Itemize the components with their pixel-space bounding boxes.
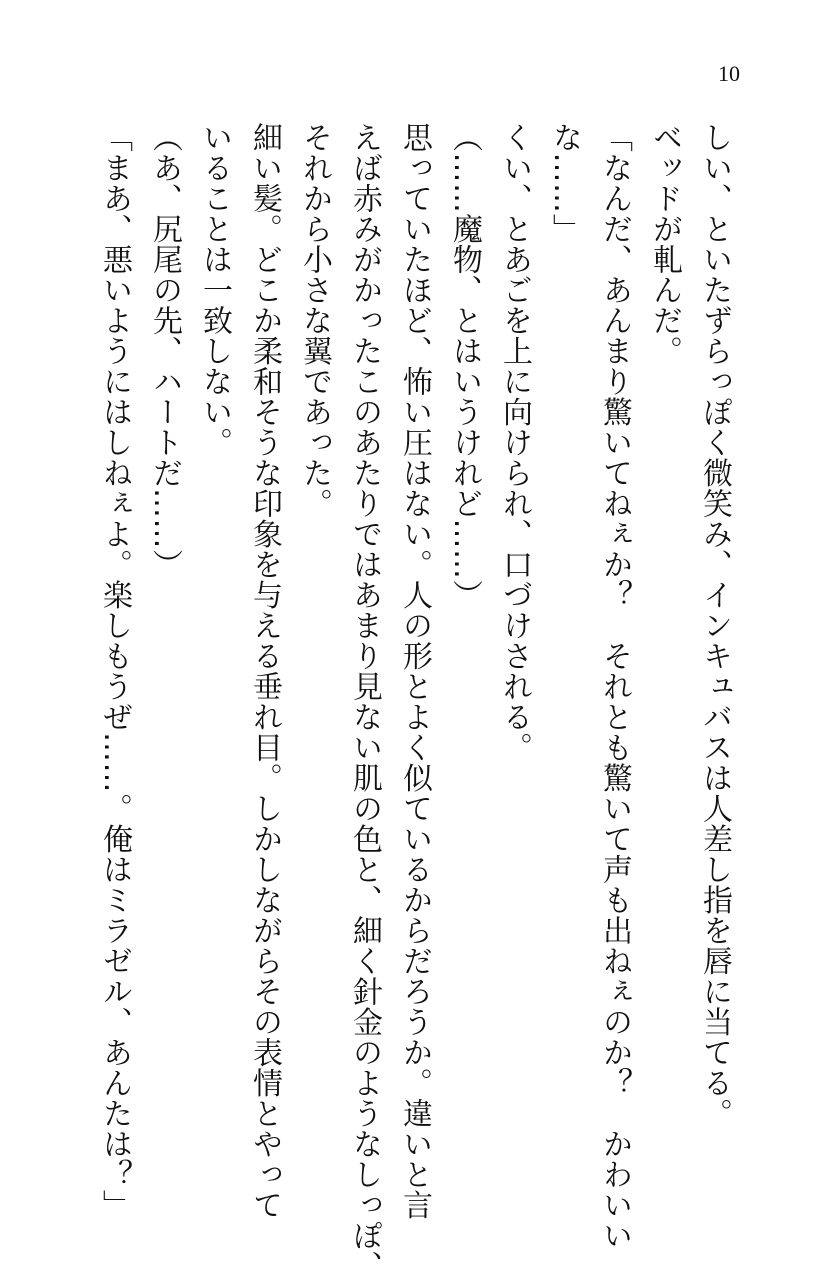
- text-line: 思っていたほど、怖い圧はない。人の形とよく似ているからだろうか。違いと言: [397, 122, 432, 1220]
- text-line: （……魔物、とはいうけれど……）: [447, 122, 482, 610]
- text-line: えば赤みがかったこのあたりではあまり見ない肌の色と、細く針金のようなしっぽ、: [347, 122, 382, 1281]
- text-line: （あ、尻尾の先、ハートだ……）: [147, 122, 182, 580]
- text-line: な……」: [547, 122, 582, 244]
- page-number: 10: [718, 61, 740, 86]
- text-line: 細い髪。どこか柔和そうな印象を与える垂れ目。しかしながらその表情とやって: [247, 122, 282, 1220]
- text-line: 「まあ、悪いようにはしねぇよ。楽しもうぜ……。俺はミラゼル、あんたは？」: [97, 122, 132, 1220]
- text-line: いることは一致しない。: [197, 122, 232, 458]
- text-line: ベッドが軋んだ。: [647, 122, 682, 366]
- text-line: 「なんだ、あんまり驚いてねぇか？ それとも驚いて声も出ねぇのか？ かわいい: [597, 122, 632, 1251]
- text-line: くい、とあごを上に向けられ、口づけされる。: [497, 122, 532, 763]
- text-line: それから小さな翼であった。: [297, 122, 332, 519]
- text-line: しい、といたずらっぽく微笑み、インキュバスは人差し指を唇に当てる。: [697, 122, 732, 1129]
- body-text: [89, 122, 739, 1281]
